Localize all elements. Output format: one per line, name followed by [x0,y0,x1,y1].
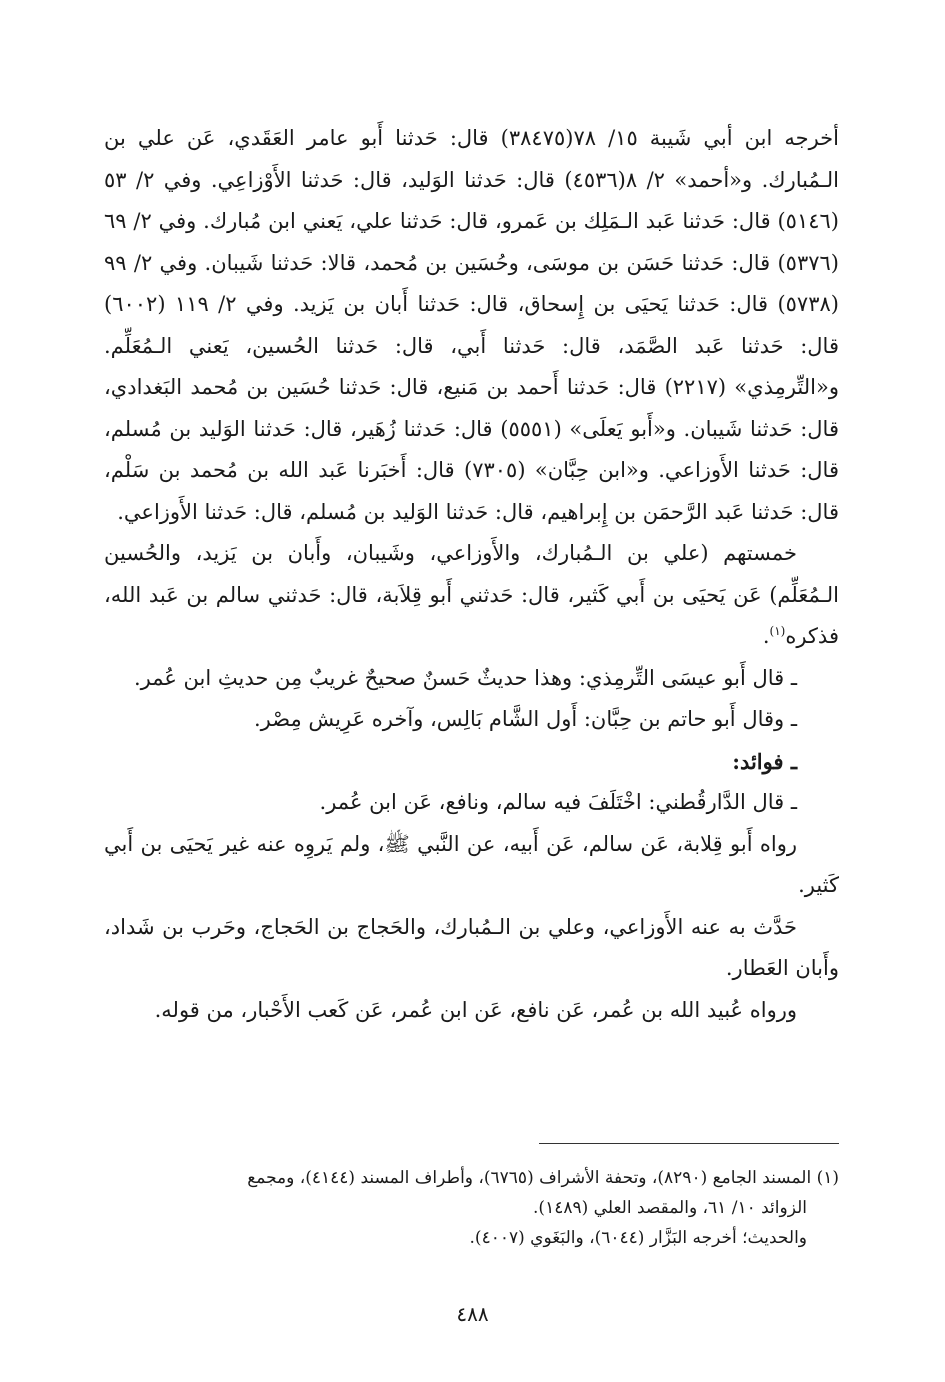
fawaid-paragraph-2: حَدَّث به عنه الأَوزاعي، وعلي بن الـمُبارك، والحَجاج بن الحَجاج، وحَرب بن شَداد، وأَبان العَطار. [104,914,839,980]
fawaid-paragraph-3: ورواه عُبيد الله بن عُمر، عَن نافع، عَن ابن عُمر، عَن كَعب الأَحْبار، من قوله. [154,997,797,1022]
tirmidhi-remark: ـ قال أَبو عيسَى التِّرمِذي: وهذا حديثٌ حَسنٌ صحيحٌ غريبٌ مِن حديثِ ابن عُمر. [133,665,797,690]
main-text [104,118,839,1031]
chain-summary-text: خمستهم (علي بن الـمُبارك، والأَوزاعي، وشَيبان، وأَبان بن يَزيد، والحُسين الـمُعَلِّم) عَن يَحيَى بن أَبي كَثير، قال: حَدثني أَبو قِلاَبة، قال: حَدثني سالم بن عَبد الله، فذكره [104,541,839,648]
ibn-hibban-remark: ـ وقال أَبو حاتم بن حِبَّان: أَول الشَّام بَالِس، وآخره عَرِيش مِصْر. [254,707,797,731]
footnotes [104,1163,839,1253]
footnote-1-line-3: والحديث؛ أخرجه البَزَّار (٦٠٤٤)، والبَغَوي (٤٠٠٧). [469,1228,807,1248]
footnote-1-line-1: (١) المسند الجامع (٨٢٩٠)، وتحفة الأشراف (٦٧٦٥)، وأطراف المسند (٤١٤٤)، ومجمع [247,1168,839,1188]
page-number: ٤٨٨ [456,1302,489,1326]
daraqutni-remark: ـ قال الدَّارقُطني: اخْتَلَفَ فيه سالم، ونافع، عَن ابن عُمر. [319,790,797,814]
footnote-ref[interactable]: (١) [769,624,786,638]
chain-summary-paragraph: خمستهم (علي بن الـمُبارك، والأَوزاعي، وشَيبان، وأَبان بن يَزيد، والحُسين الـمُعَلِّم) عَن يَحيَى بن أَبي كَثير، قال: حَدثني أَبو قِلاَبة، قال: حَدثني سالم بن عَبد الله، فذكره$^{(١)}$. [104,541,839,648]
footnote-divider [539,1143,839,1144]
takhrij-paragraph: أخرجه ابن أبي شَيبة ١٥/ ٧٨(٣٨٤٧٥) قال: حَدثنا أَبو عامر العَقَدي، عَن علي بن الـمُبارك. و«أحمد» ٢/ ٨(٤٥٣٦) قال: حَدثنا الوَليد، قال: حَدثنا الأَوْزاعِي. وفي ٢/ ٥٣ (٥١٤٦) قال: حَدثنا عَبد الـمَلِك بن عَمرو، قال: حَدثنا علي، يَعني ابن مُبارك. وفي ٢/ ٦٩ (٥٣٧٦) قال: حَدثنا حَسَن بن موسَى، وحُسَين بن مُحمد، قالا: حَدثنا شَيبان. وفي ٢/ ٩٩ (٥٧٣٨) قال: حَدثنا يَحيَى بن إِسحاق، قال: حَدثنا أَبان بن يَزيد. وفي ٢/ ١١٩ (٦٠٠٢) قال: حَدثنا عَبد الصَّمَد، قال: حَدثنا أَبي، قال: حَدثنا الحُسين، يَعني الـمُعَلِّم. و«التِّرمِذي» (٢٢١٧) قال: حَدثنا أَحمد بن مَنيع، قال: حَدثنا حُسَين بن مُحمد البَغدادي، قال: حَدثنا شَيبان. و«أَبو يَعلَى» (٥٥٥١) قال: حَدثنا زُهَير، قال: حَدثنا الوَليد بن مُسلم، قال: حَدثنا الأَوزاعي. و«ابن حِبَّان» (٧٣٠٥) قال: أَخبَرنا عَبد الله بن مُحمد بن سَلْم، قال: حَدثنا عَبد الرَّحمَن بن إِبراهيم، قال: حَدثنا الوَليد بن مُسلم، قال: حَدثنا الأَوزاعي. [104,126,839,524]
footnote-1-line-2: الزوائد ١٠/ ٦١، والمقصد العلي (١٤٨٩). [533,1198,807,1218]
fawaid-heading: ـ فوائد: [732,748,797,774]
fawaid-paragraph-1: رواه أَبو قِلابة، عَن سالم، عَن أَبيه، عن النَّبي ﷺ، ولم يَروِه عنه غير يَحيَى بن أَبي كَثير. [104,831,839,897]
